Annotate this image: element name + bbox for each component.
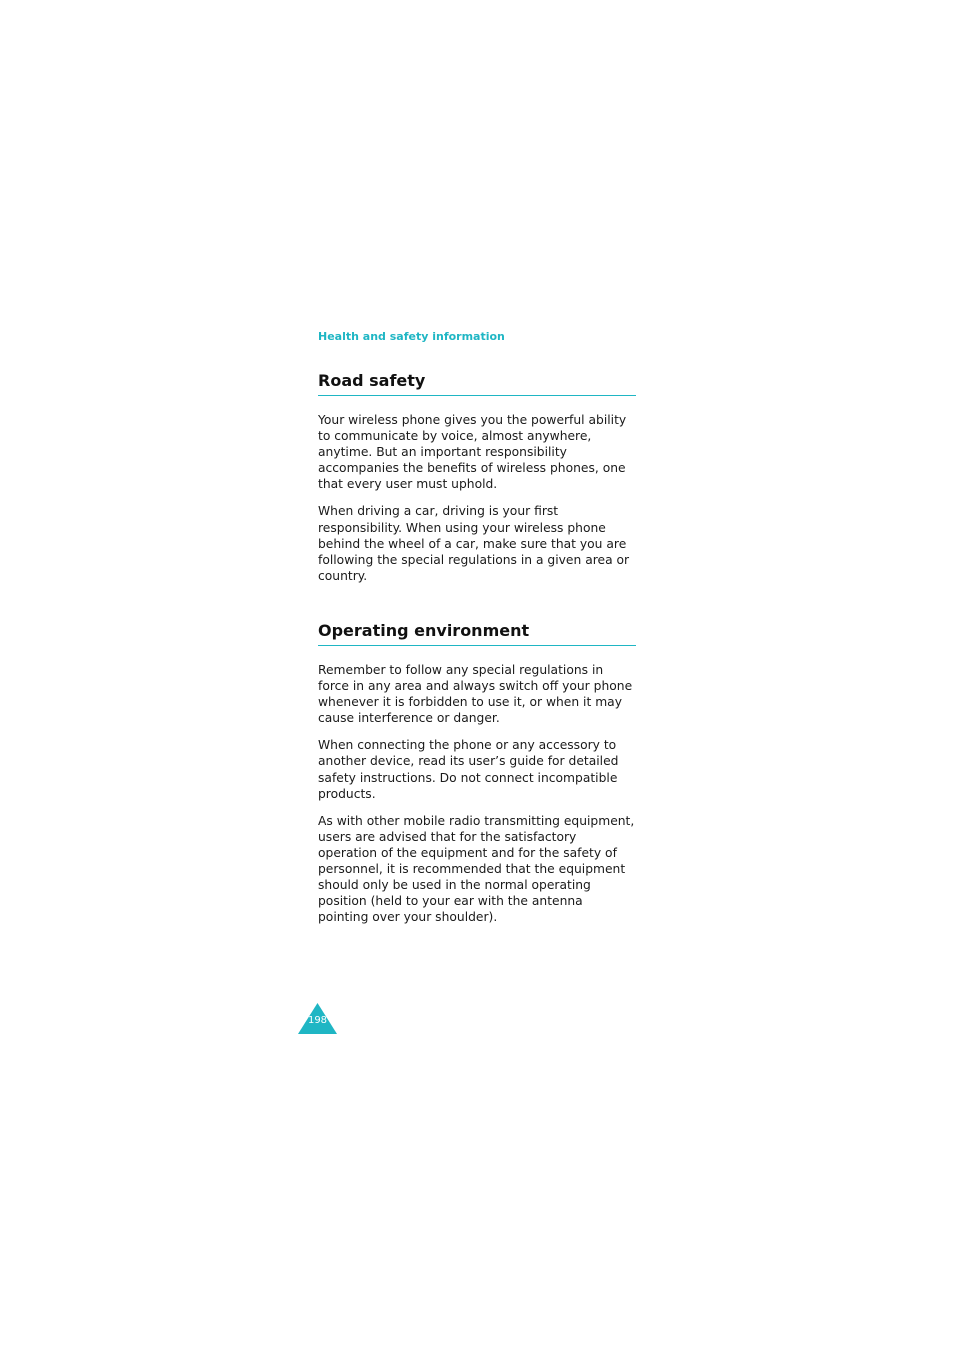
running-header: Health and safety information bbox=[318, 330, 505, 343]
section-title-road-safety: Road safety bbox=[318, 371, 636, 396]
paragraph: Your wireless phone gives you the powerful ability to communicate by voice, almost anywhere, anytime. But an important responsibility accompanies the benefits of wireless phones, one that every user must uphold. bbox=[318, 413, 627, 492]
section-operating-environment bbox=[318, 621, 636, 936]
paragraph: As with other mobile radio transmitting equipment, users are advised that for the satisfactory operation of the equipment and for the safety of personnel, it is recommended that the equipment should only be used in the normal operating position (held to your ear with the antenna pointing over your shoulder). bbox=[318, 813, 635, 925]
paragraph: When connecting the phone or any accessory to another device, read its user’s guide for detailed safety instructions. Do not connect incompatible products. bbox=[318, 738, 619, 801]
section-body-road-safety bbox=[318, 412, 636, 584]
page-number: 198 bbox=[307, 1015, 328, 1026]
section-road-safety bbox=[318, 371, 636, 595]
paragraph: When driving a car, driving is your first responsibility. When using your wireless phone behind the wheel of a car, make sure that you are following the special regulations in a given area or country. bbox=[318, 504, 630, 583]
page-marker bbox=[298, 1003, 338, 1035]
section-body-operating-environment bbox=[318, 662, 636, 925]
paragraph: Remember to follow any special regulations in force in any area and always switch off your phone whenever it is forbidden to use it, or when it may cause interference or danger. bbox=[318, 663, 633, 726]
section-title-operating-environment: Operating environment bbox=[318, 621, 636, 646]
